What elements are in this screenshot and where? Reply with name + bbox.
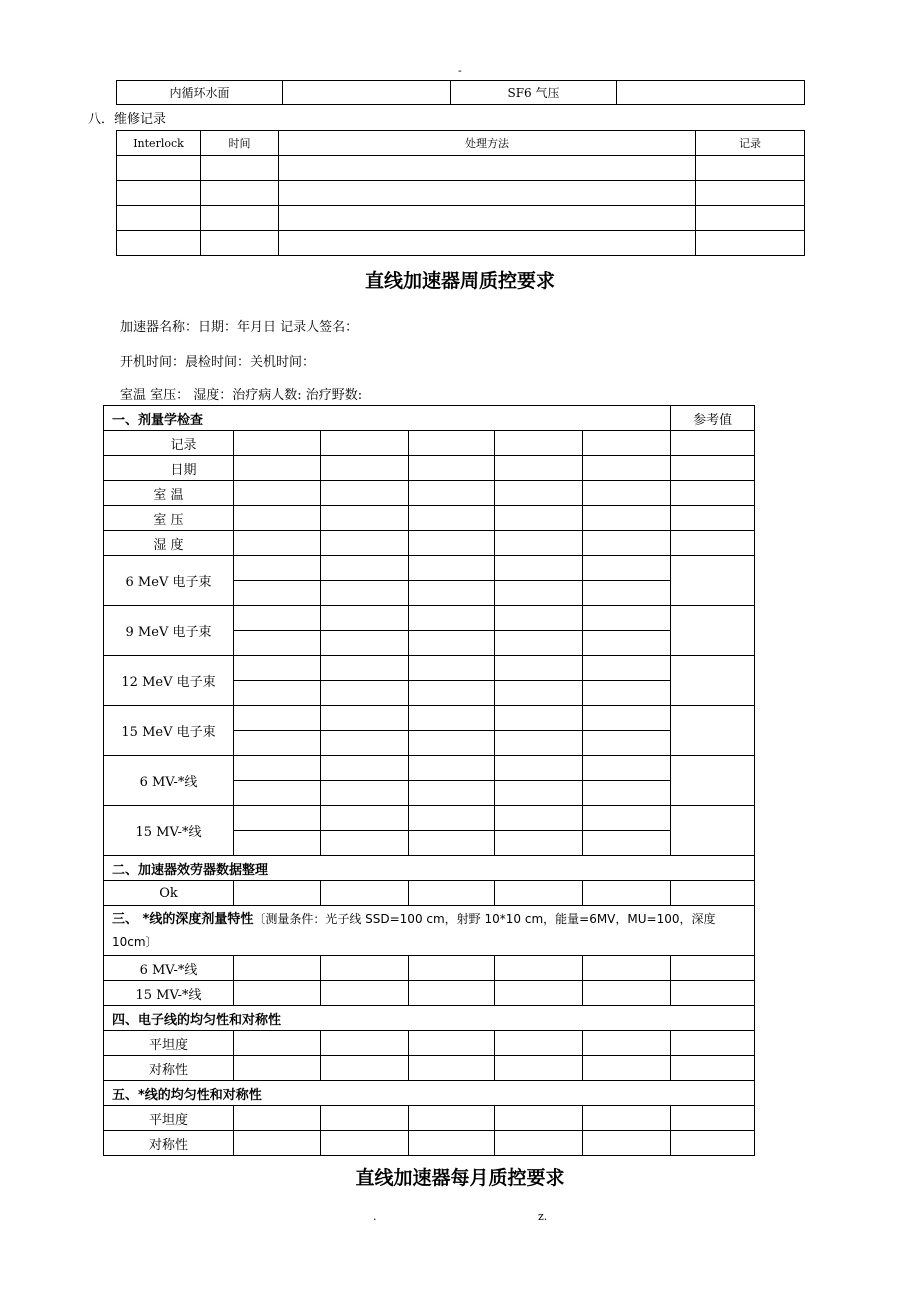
section-1-heading: 一、剂量学检查 [104,406,671,431]
row-label-date: 日期 [104,456,234,481]
col-method: 处理方法 [279,131,696,156]
xray-flatness: 平坦度 [104,1106,234,1131]
beam-15mev: 15 MeV 电子束 [104,706,234,756]
section8-heading: 八．维修记录 [88,112,167,127]
table-row [117,156,805,181]
depth-15mv-x: 15 MV-*线 [104,981,234,1006]
label-inner-water: 内循环水面 [117,81,283,105]
beam-12mev: 12 MeV 电子束 [104,656,234,706]
repair-table [116,130,805,256]
info-line-1: 加速器名称：日期：年月日 记录人签名： [120,320,359,335]
section-2-heading: 二、加速器效劳器数据整理 [104,856,755,881]
monthly-title: 直线加速器每月质控要求 [355,1167,565,1189]
footer-right: z. [538,1210,548,1223]
footer-left: . [373,1210,377,1223]
xray-symmetry: 对称性 [104,1131,234,1156]
section-5-heading: 五、*线的均匀性和对称性 [104,1081,755,1106]
row-label-pressure: 室 压 [104,506,234,531]
table-row [117,231,805,256]
top-table [116,80,805,105]
row-label-temp: 室 温 [104,481,234,506]
beam-6mev: 6 MeV 电子束 [104,556,234,606]
section-3-heading [104,906,755,956]
weekly-title: 直线加速器周质控要求 [364,270,555,292]
weekly-table [103,405,755,1156]
header-mark: - [458,64,462,77]
label-sf6: SF6 气压 [451,81,617,105]
col-record: 记录 [696,131,805,156]
col-time: 时间 [201,131,279,156]
info-line-3: 室温 室压： 湿度：治疗病人数: 治疗野数: [120,388,363,403]
beam-6mv-x: 6 MV-*线 [104,756,234,806]
beam-15mv-x: 15 MV-*线 [104,806,234,856]
table-row [117,206,805,231]
beam-9mev: 9 MeV 电子束 [104,606,234,656]
ok-label: Ok [104,881,234,906]
table-row [117,181,805,206]
col-interlock: Interlock [117,131,201,156]
section-3-title: 三、 *线的深度剂量特性 [112,911,254,927]
info-line-2: 开机时间：晨检时间：关机时间： [120,355,316,370]
section-3-conditions: 〔测量条件：光子线 SSD=100 cm，射野 10*10 cm，能量=6MV，MU=100，深度 10cm〕 [112,911,716,949]
section-4-heading: 四、电子线的均匀性和对称性 [104,1006,755,1031]
depth-6mv-x: 6 MV-*线 [104,956,234,981]
reference-header: 参考值 [671,406,755,431]
row-label-humidity: 湿 度 [104,531,234,556]
value-inner-water[interactable] [283,81,451,105]
row-label-record: 记录 [104,431,234,456]
electron-symmetry: 对称性 [104,1056,234,1081]
electron-flatness: 平坦度 [104,1031,234,1056]
value-sf6[interactable] [617,81,805,105]
